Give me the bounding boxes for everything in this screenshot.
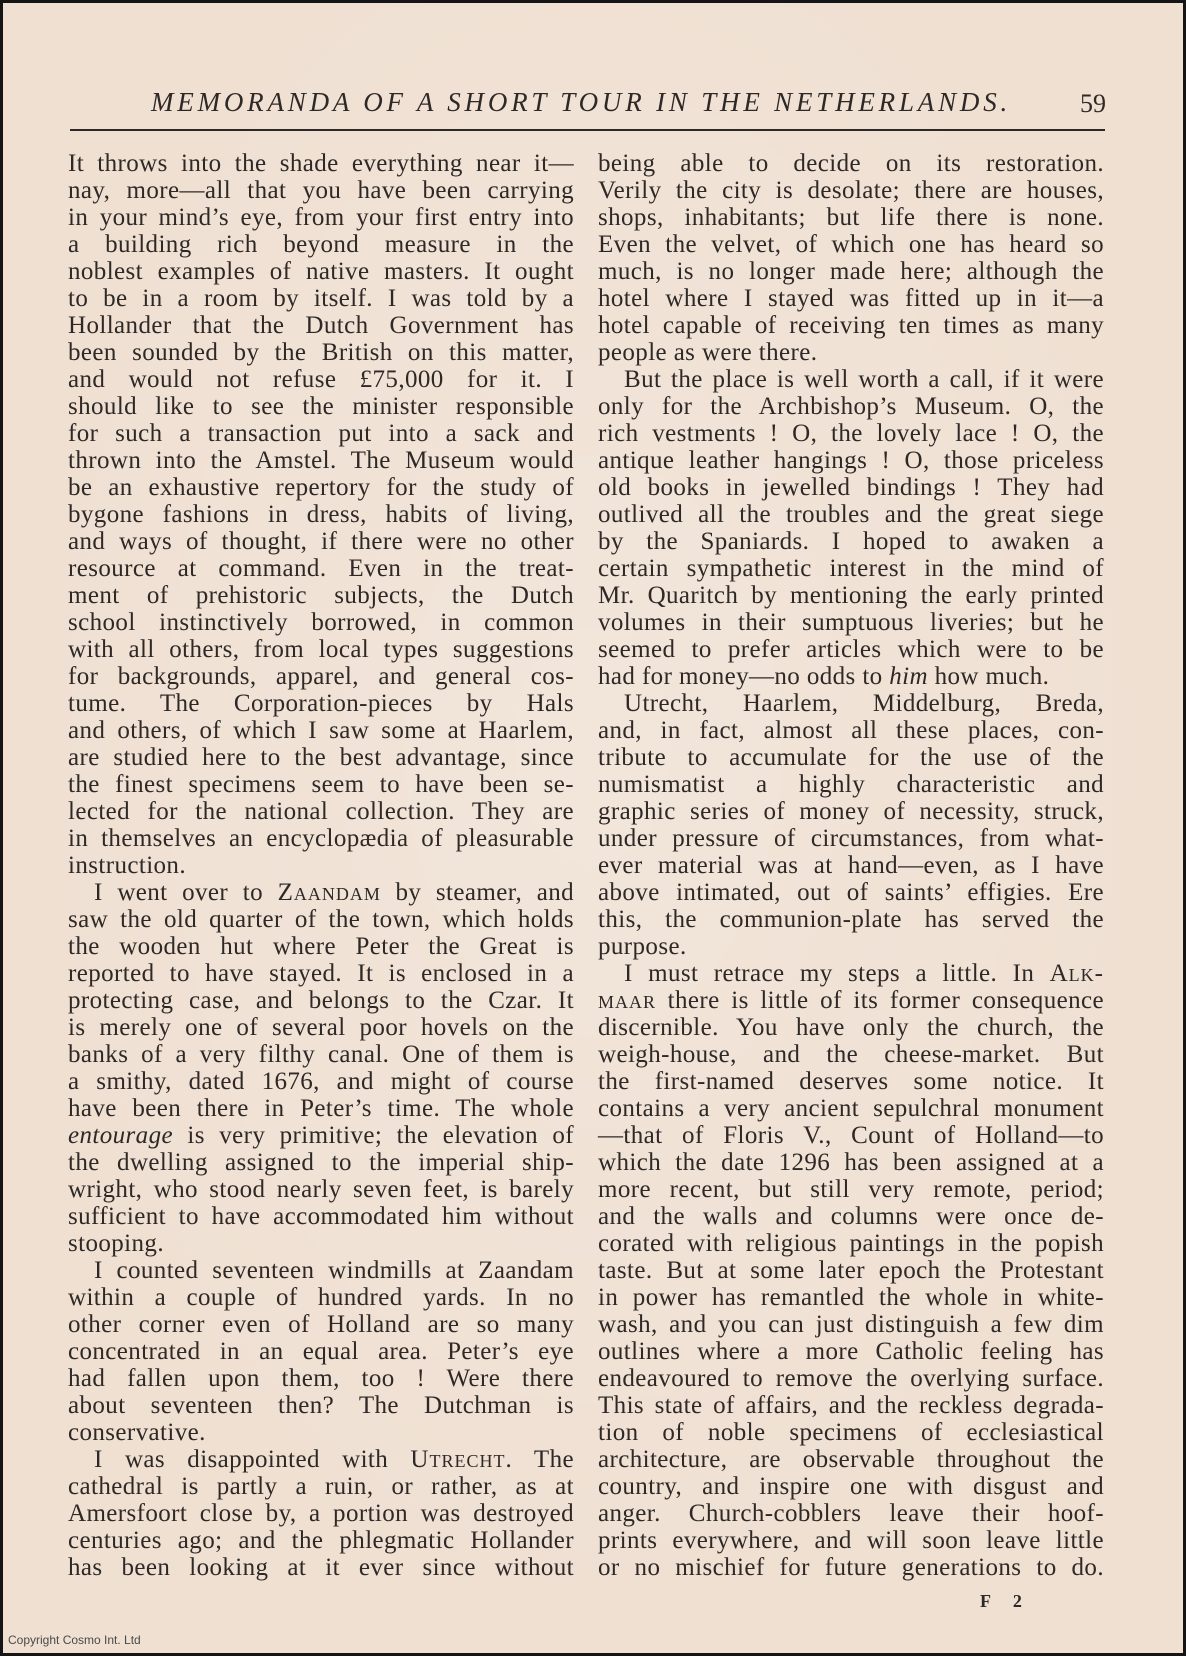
small-caps-text: Zaandam	[277, 879, 381, 906]
text-line: cathedral is partly a ruin, or rather, as at	[68, 1473, 574, 1500]
text-line: much, is no longer made here; although the	[598, 258, 1104, 285]
text-line: stooping.	[68, 1230, 164, 1257]
page-number: 59	[1080, 89, 1106, 118]
text-line: banks of a very filthy canal. One of them is	[68, 1041, 574, 1068]
text-line: ever material was at hand—even, as I have	[598, 852, 1104, 879]
text-line: seemed to prefer articles which were to be	[598, 636, 1104, 663]
text-line: bygone fashions in dress, habits of living,	[68, 501, 574, 528]
text-line	[598, 663, 1104, 690]
text-run: had for money—no odds to	[598, 663, 890, 690]
text-line: or no mischief for future generations to do.	[598, 1554, 1104, 1581]
text-line: being able to decide on its restoration.	[598, 150, 1104, 177]
text-line: school instinctively borrowed, in common	[68, 609, 574, 636]
text-line: tume. The Corporation-pieces by Hals	[68, 690, 574, 717]
text-line: is merely one of several poor hovels on the	[68, 1014, 574, 1041]
text-line: centuries ago; and the phlegmatic Hollander	[68, 1527, 574, 1554]
text-line: contains a very ancient sepulchral monument	[598, 1095, 1104, 1122]
text-line: reported to have stayed. It is enclosed in a	[68, 960, 574, 987]
text-line: resource at command. Even in the treat-	[68, 555, 574, 582]
text-line: sufficient to have accommodated him without	[68, 1203, 574, 1230]
text-line: wright, who stood nearly seven feet, is barely	[68, 1176, 574, 1203]
text-line: This state of affairs, and the reckless degrada-	[598, 1392, 1104, 1419]
text-line: only for the Archbishop’s Museum. O, the	[598, 393, 1104, 420]
text-run: by steamer, and	[380, 879, 575, 906]
text-line: noblest examples of native masters. It ought	[68, 258, 574, 285]
text-line: to be in a room by itself. I was told by a	[68, 285, 574, 312]
text-line: volumes in their sumptuous liveries; but he	[598, 609, 1104, 636]
text-line: prints everywhere, and will soon leave little	[598, 1527, 1104, 1554]
text-line: It throws into the shade everything near it—	[68, 150, 574, 177]
text-line: discernible. You have only the church, the	[598, 1014, 1104, 1041]
text-line: outlines where a more Catholic feeling has	[598, 1338, 1104, 1365]
text-line: which the date 1296 has been assigned at a	[598, 1149, 1104, 1176]
text-line: anger. Church-cobblers leave their hoof-	[598, 1500, 1104, 1527]
text-line: the dwelling assigned to the imperial ship-	[68, 1149, 574, 1176]
small-caps-text: Utrecht	[410, 1446, 506, 1473]
text-line: this, the communion-plate has served the	[598, 906, 1104, 933]
text-line: But the place is well worth a call, if it were	[624, 366, 1104, 393]
text-line: numismatist a highly characteristic and	[598, 771, 1104, 798]
text-line: weigh-house, and the cheese-market. But	[598, 1041, 1104, 1068]
text-line: be an exhaustive repertory for the study of	[68, 474, 574, 501]
text-line: shops, inhabitants; but life there is none.	[598, 204, 1104, 231]
text-line: ment of prehistoric subjects, the Dutch	[68, 582, 574, 609]
text-line: architecture, are observable throughout the	[598, 1446, 1104, 1473]
text-line: people as were there.	[598, 339, 818, 366]
text-run: is very primitive; the elevation of	[172, 1122, 574, 1149]
text-line: had fallen upon them, too ! Were there	[68, 1365, 574, 1392]
text-line: within a couple of hundred yards. In no	[68, 1284, 574, 1311]
text-line: the wooden hut where Peter the Great is	[68, 933, 574, 960]
text-line: about seventeen then? The Dutchman is	[68, 1392, 574, 1419]
text-line: saw the old quarter of the town, which holds	[68, 906, 574, 933]
text-line: nay, more—all that you have been carrying	[68, 177, 574, 204]
text-line: a building rich beyond measure in the	[68, 231, 574, 258]
text-line: and would not refuse £75,000 for it. I	[68, 366, 574, 393]
text-line: in power has remantled the whole in white-	[598, 1284, 1104, 1311]
text-line	[68, 1446, 574, 1473]
text-line: for backgrounds, apparel, and general cos-	[68, 663, 574, 690]
text-run: I went over to	[94, 879, 278, 906]
text-line: and, in fact, almost all these places, con-	[598, 717, 1104, 744]
text-line: Utrecht, Haarlem, Middelburg, Breda,	[624, 690, 1104, 717]
text-run: there is little of its former consequence	[656, 987, 1104, 1014]
text-line: and others, of which I saw some at Haarlem,	[68, 717, 574, 744]
text-line: certain sympathetic interest in the mind of	[598, 555, 1104, 582]
text-line: Hollander that the Dutch Government has	[68, 312, 574, 339]
text-line: endeavoured to remove the overlying surface.	[598, 1365, 1104, 1392]
text-line: with all others, from local types suggestions	[68, 636, 574, 663]
header-rule	[70, 129, 1105, 131]
text-line: the first-named deserves some notice. It	[598, 1068, 1104, 1095]
text-line: protecting case, and belongs to the Czar. It	[68, 987, 574, 1014]
text-line: tion of noble specimens of ecclesiastical	[598, 1419, 1104, 1446]
text-line: instruction.	[68, 852, 186, 879]
text-line: for such a transaction put into a sack and	[68, 420, 574, 447]
small-caps-text: Alk-	[1049, 960, 1104, 987]
text-line: tribute to accumulate for the use of the	[598, 744, 1104, 771]
text-line: conservative.	[68, 1419, 206, 1446]
text-line: purpose.	[598, 933, 687, 960]
text-line: more recent, but still very remote, period;	[598, 1176, 1104, 1203]
text-line: in themselves an encyclopædia of pleasurable	[68, 825, 574, 852]
right-text-column	[598, 150, 1104, 1581]
text-line: country, and inspire one with disgust and	[598, 1473, 1104, 1500]
text-line: I counted seventeen windmills at Zaandam	[94, 1257, 574, 1284]
text-line: in your mind’s eye, from your first entry into	[68, 204, 574, 231]
text-line: a smithy, dated 1676, and might of course	[68, 1068, 574, 1095]
text-line: rich vestments ! O, the lovely lace ! O, the	[598, 420, 1104, 447]
text-line: Mr. Quaritch by mentioning the early printed	[598, 582, 1104, 609]
small-caps-text: maar	[598, 987, 657, 1014]
text-line	[598, 987, 1104, 1014]
text-line: corated with religious paintings in the popish	[598, 1230, 1104, 1257]
text-line: above intimated, out of saints’ effigies. Ere	[598, 879, 1104, 906]
text-line: concentrated in an equal area. Peter’s eye	[68, 1338, 574, 1365]
text-line: old books in jewelled bindings ! They had	[598, 474, 1104, 501]
text-line	[598, 960, 1104, 987]
text-line: taste. But at some later epoch the Protestant	[598, 1257, 1104, 1284]
text-line: and the walls and columns were once de-	[598, 1203, 1104, 1230]
text-line: should like to see the minister responsible	[68, 393, 574, 420]
text-run: how much.	[927, 663, 1050, 690]
copyright-watermark: Copyright Cosmo Int. Ltd	[8, 1633, 141, 1647]
text-line: are studied here to the best advantage, since	[68, 744, 574, 771]
text-line: antique leather hangings ! O, those priceless	[598, 447, 1104, 474]
text-line	[68, 1122, 574, 1149]
running-title: MEMORANDA OF A SHORT TOUR IN THE NETHERLANDS.	[151, 87, 1012, 117]
text-line: Verily the city is desolate; there are houses,	[598, 177, 1104, 204]
text-line: wash, and you can just distinguish a few dim	[598, 1311, 1104, 1338]
text-run: I was disappointed with	[94, 1446, 411, 1473]
text-line: other corner even of Holland are so many	[68, 1311, 574, 1338]
text-line: graphic series of money of necessity, struck,	[598, 798, 1104, 825]
text-line: the finest specimens seem to have been se-	[68, 771, 574, 798]
text-line: by the Spaniards. I hoped to awaken a	[598, 528, 1104, 555]
text-line: Amersfoort close by, a portion was destroyed	[68, 1500, 574, 1527]
text-line: hotel where I stayed was fitted up in it—a	[598, 285, 1104, 312]
text-line: hotel capable of receiving ten times as many	[598, 312, 1104, 339]
text-line: has been looking at it ever since without	[68, 1554, 574, 1581]
text-line: —that of Floris V., Count of Holland—to	[598, 1122, 1104, 1149]
text-line: thrown into the Amstel. The Museum would	[68, 447, 574, 474]
text-run: I must retrace my steps a little. In	[624, 960, 1050, 987]
text-line: under pressure of circumstances, from what-	[598, 825, 1104, 852]
text-line: been sounded by the British on this matter,	[68, 339, 574, 366]
text-line: and ways of thought, if there were no other	[68, 528, 574, 555]
left-text-column	[68, 150, 574, 1581]
text-line: outlived all the troubles and the great siege	[598, 501, 1104, 528]
italic-text: him	[889, 663, 928, 690]
signature-mark: F 2	[980, 1591, 1031, 1611]
text-line: Even the velvet, of which one has heard so	[598, 231, 1104, 258]
text-line: have been there in Peter’s time. The whole	[68, 1095, 574, 1122]
text-run: . The	[505, 1446, 574, 1473]
text-line: lected for the national collection. They are	[68, 798, 574, 825]
text-line	[68, 879, 574, 906]
italic-text: entourage	[68, 1122, 173, 1149]
